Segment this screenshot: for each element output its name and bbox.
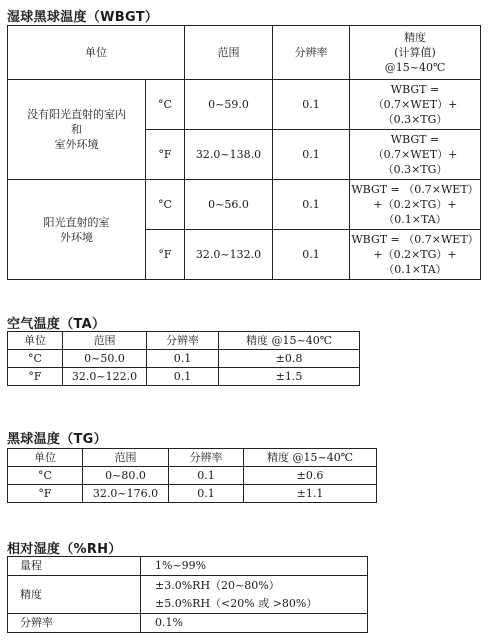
ta-header-accuracy: 精度 @15~40℃: [219, 332, 360, 350]
wbgt-cell-unit: °F: [146, 130, 185, 180]
rh-resolution-label: 分辨率: [8, 614, 141, 633]
wbgt-cell-accuracy: [350, 130, 481, 180]
tg-header-resolution: 分辨率: [169, 449, 244, 467]
tg-header-unit: 单位: [8, 449, 83, 467]
tg-header-row: [8, 449, 377, 467]
wbgt-cell-range: 0~56.0: [185, 180, 273, 230]
wbgt-cell-range: 32.0~132.0: [185, 230, 273, 280]
wbgt-formula-line: （0.3×TG）: [382, 113, 448, 126]
ta-cell-accuracy: ±0.8: [219, 350, 360, 368]
wbgt-header-unit: 单位: [8, 26, 185, 80]
wbgt-header-accuracy: [350, 26, 481, 80]
wbgt-row: [8, 180, 481, 230]
rh-accuracy-values: [141, 576, 368, 614]
ta-header-unit: 单位: [8, 332, 63, 350]
wbgt-group-label-line: 和: [71, 123, 82, 136]
ta-cell-accuracy: ±1.5: [219, 368, 360, 386]
wbgt-header-resolution: 分辨率: [273, 26, 350, 80]
ta-table: [7, 331, 360, 386]
wbgt-header-range: 范围: [185, 26, 273, 80]
wbgt-group-label-line: 没有阳光直射的室内: [27, 108, 126, 121]
ta-row: [8, 368, 360, 386]
wbgt-cell-resolution: 0.1: [273, 230, 350, 280]
tg-cell-range: 0~80.0: [83, 467, 169, 485]
ta-cell-range: 0~50.0: [63, 350, 147, 368]
ta-header-range: 范围: [63, 332, 147, 350]
ta-row: [8, 350, 360, 368]
tg-cell-resolution: 0.1: [169, 485, 244, 503]
ta-cell-unit: °F: [8, 368, 63, 386]
wbgt-formula-line: WBGT = （0.7×WET）: [351, 233, 479, 246]
wbgt-formula-line: WBGT =: [390, 83, 440, 96]
wbgt-formula-line: （0.7×WET）+: [372, 98, 458, 111]
wbgt-cell-accuracy: [350, 180, 481, 230]
ta-header-resolution: 分辨率: [147, 332, 219, 350]
wbgt-cell-resolution: 0.1: [273, 130, 350, 180]
ta-cell-resolution: 0.1: [147, 350, 219, 368]
ta-cell-range: 32.0~122.0: [63, 368, 147, 386]
wbgt-cell-unit: °F: [146, 230, 185, 280]
tg-row: [8, 467, 377, 485]
wbgt-formula-line: （0.1×TA）: [383, 213, 447, 226]
wbgt-table: [7, 25, 481, 280]
rh-range-value: 1%~99%: [141, 557, 368, 576]
rh-accuracy-row: [8, 576, 368, 614]
tg-header-accuracy: 精度 @15~40℃: [244, 449, 377, 467]
ta-section-title: 空气温度（TA）: [7, 317, 106, 332]
tg-cell-resolution: 0.1: [169, 467, 244, 485]
wbgt-header-accuracy-line: 精度: [404, 31, 426, 44]
rh-range-label: 量程: [8, 557, 141, 576]
wbgt-group-label-line: 室外环境: [54, 138, 99, 151]
wbgt-formula-line: （0.3×TG）: [382, 163, 448, 176]
rh-accuracy-line: ±3.0%RH（20~80%）: [155, 578, 280, 592]
tg-section-title: 黑球温度（TG）: [7, 432, 107, 447]
wbgt-cell-range: 0~59.0: [185, 80, 273, 130]
wbgt-formula-line: +（0.2×TG）+: [373, 198, 457, 211]
wbgt-cell-accuracy: [350, 230, 481, 280]
rh-range-row: [8, 557, 368, 576]
rh-resolution-value: 0.1%: [141, 614, 368, 633]
wbgt-formula-line: （0.1×TA）: [383, 263, 447, 276]
rh-accuracy-line: ±5.0%RH（<20% 或 >80%）: [155, 596, 318, 610]
wbgt-row: [8, 80, 481, 130]
wbgt-formula-line: WBGT = （0.7×WET）: [351, 183, 479, 196]
tg-cell-range: 32.0~176.0: [83, 485, 169, 503]
tg-cell-accuracy: ±0.6: [244, 467, 377, 485]
ta-header-row: [8, 332, 360, 350]
wbgt-cell-resolution: 0.1: [273, 80, 350, 130]
wbgt-group-sunlight-label: [8, 180, 146, 280]
wbgt-header-accuracy-line: (计算值): [394, 46, 436, 59]
rh-section-title: 相对湿度（%RH）: [7, 542, 122, 557]
wbgt-cell-unit: °C: [146, 80, 185, 130]
tg-row: [8, 485, 377, 503]
wbgt-cell-accuracy: [350, 80, 481, 130]
wbgt-cell-resolution: 0.1: [273, 180, 350, 230]
wbgt-group-label-line: 阳光直射的室: [43, 215, 110, 229]
tg-header-range: 范围: [83, 449, 169, 467]
wbgt-header-row: [8, 26, 481, 80]
rh-accuracy-label: 精度: [8, 576, 141, 614]
wbgt-formula-line: （0.7×WET）+: [372, 148, 458, 161]
ta-cell-unit: °C: [8, 350, 63, 368]
rh-resolution-row: [8, 614, 368, 633]
tg-cell-unit: °C: [8, 467, 83, 485]
ta-cell-resolution: 0.1: [147, 368, 219, 386]
tg-cell-unit: °F: [8, 485, 83, 503]
rh-table: [7, 556, 368, 633]
wbgt-formula-line: WBGT =: [390, 133, 440, 146]
wbgt-formula-line: +（0.2×TG）+: [373, 248, 457, 261]
wbgt-header-accuracy-line: @15~40℃: [384, 61, 446, 74]
wbgt-cell-range: 32.0~138.0: [185, 130, 273, 180]
tg-cell-accuracy: ±1.1: [244, 485, 377, 503]
wbgt-group-indoor-label: [8, 80, 146, 180]
tg-table: [7, 448, 377, 503]
wbgt-cell-unit: °C: [146, 180, 185, 230]
wbgt-group-label-line: 外环境: [60, 230, 93, 244]
wbgt-section-title: 湿球黑球温度（WBGT）: [7, 10, 159, 25]
